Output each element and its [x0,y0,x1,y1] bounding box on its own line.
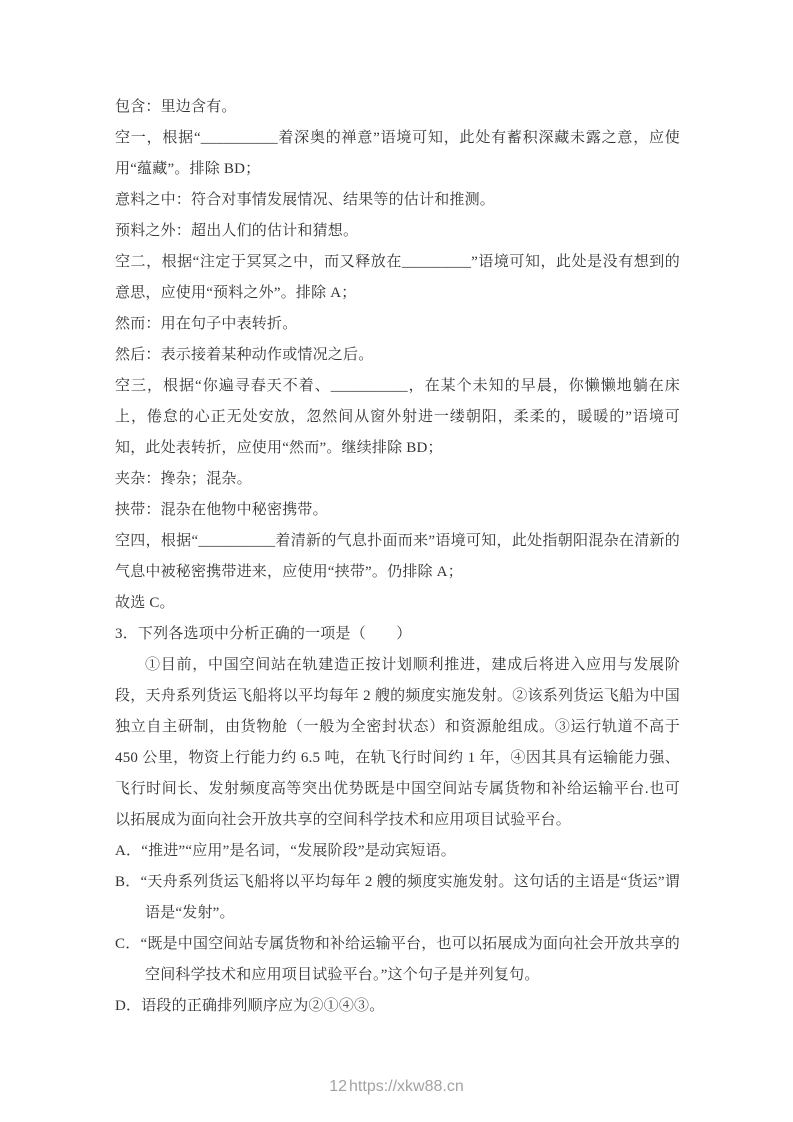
option-b: B．“天舟系列货运飞船将以平均每年 2 艘的频度实施发射。这句话的主语是“货运”谓语是“发射”。 [115,874,680,921]
definition-baohan: 包含：里边含有。 [115,99,237,115]
analysis-blank1: 空一，根据“__________着深奥的禅意”语境可知，此处有蓄积深藏未露之意，应使用“蕴藏”。排除 BD； [115,130,680,177]
conclusion: 故选 C。 [115,595,175,611]
definition-ranhou: 然后：表示接着某种动作或情况之后。 [115,347,374,363]
page-footer [0,1078,793,1096]
question-3-stem: 3．下列各选项中分析正确的一项是（ ） [115,626,412,642]
analysis-blank4: 空四，根据“__________着清新的气息扑面而来”语境可知，此处指朝阳混杂在清新的气息中被秘密携带进来，应使用“挟带”。仍排除 A； [115,533,680,580]
option-c: C．“既是中国空间站专属货物和补给运输平台，也可以拓展成为面向社会开放共享的空间科学技术和应用项目试验平台。”这个句子是并列复句。 [115,936,680,983]
analysis-blank2: 空二，根据“注定于冥冥之中，而又释放在_________”语境可知，此处是没有想到的意思，应使用“预料之外”。排除 A； [115,254,680,301]
definition-yiliao: 意料之中：符合对事情发展情况、结果等的估计和推测。 [115,192,496,208]
option-a: A．“推进”“应用”是名词，“发展阶段”是动宾短语。 [115,843,456,859]
passage: ①目前，中国空间站在轨建造正按计划顺利推进，建成后将进入应用与发展阶段，天舟系列货运飞船将以平均每年 2 艘的频度实施发射。②该系列货运飞船为中国独立自主研制，由货物舱（一般为全密封状态）和资源舱组成。③运行轨道不高于 450 公里，物资上行能力约 6.5 吨，在轨飞行时间约 1 年，④因其具有运输能力强、飞行时间长、发射频度高等突出优势既是中国空间站专属货物和补给运输平台.也可以拓展成为面向社会开放共享的空间科学技术和应用项目试验平台。 [115,657,680,828]
definition-raner: 然而：用在句子中表转折。 [115,316,298,332]
watermark-url: https://xkw88.cn [349,1078,464,1095]
definition-xiedai: 挟带：混杂在他物中秘密携带。 [115,502,328,518]
page-number: 12 [329,1078,348,1095]
definition-jiaza: 夹杂：搀杂；混杂。 [115,471,252,487]
option-d: D．语段的正确排列顺序应为②①④③。 [115,998,385,1014]
analysis-blank3: 空三，根据“你遍寻春天不着、__________，在某个未知的早晨，你懒懒地躺在床上，倦怠的心正无处安放，忽然间从窗外射进一缕朝阳，柔柔的，暖暖的”语境可知，此处表转折，应使用“然而”。继续排除 BD； [115,378,680,456]
definition-yuliao: 预料之外：超出人们的估计和猜想。 [115,223,359,239]
